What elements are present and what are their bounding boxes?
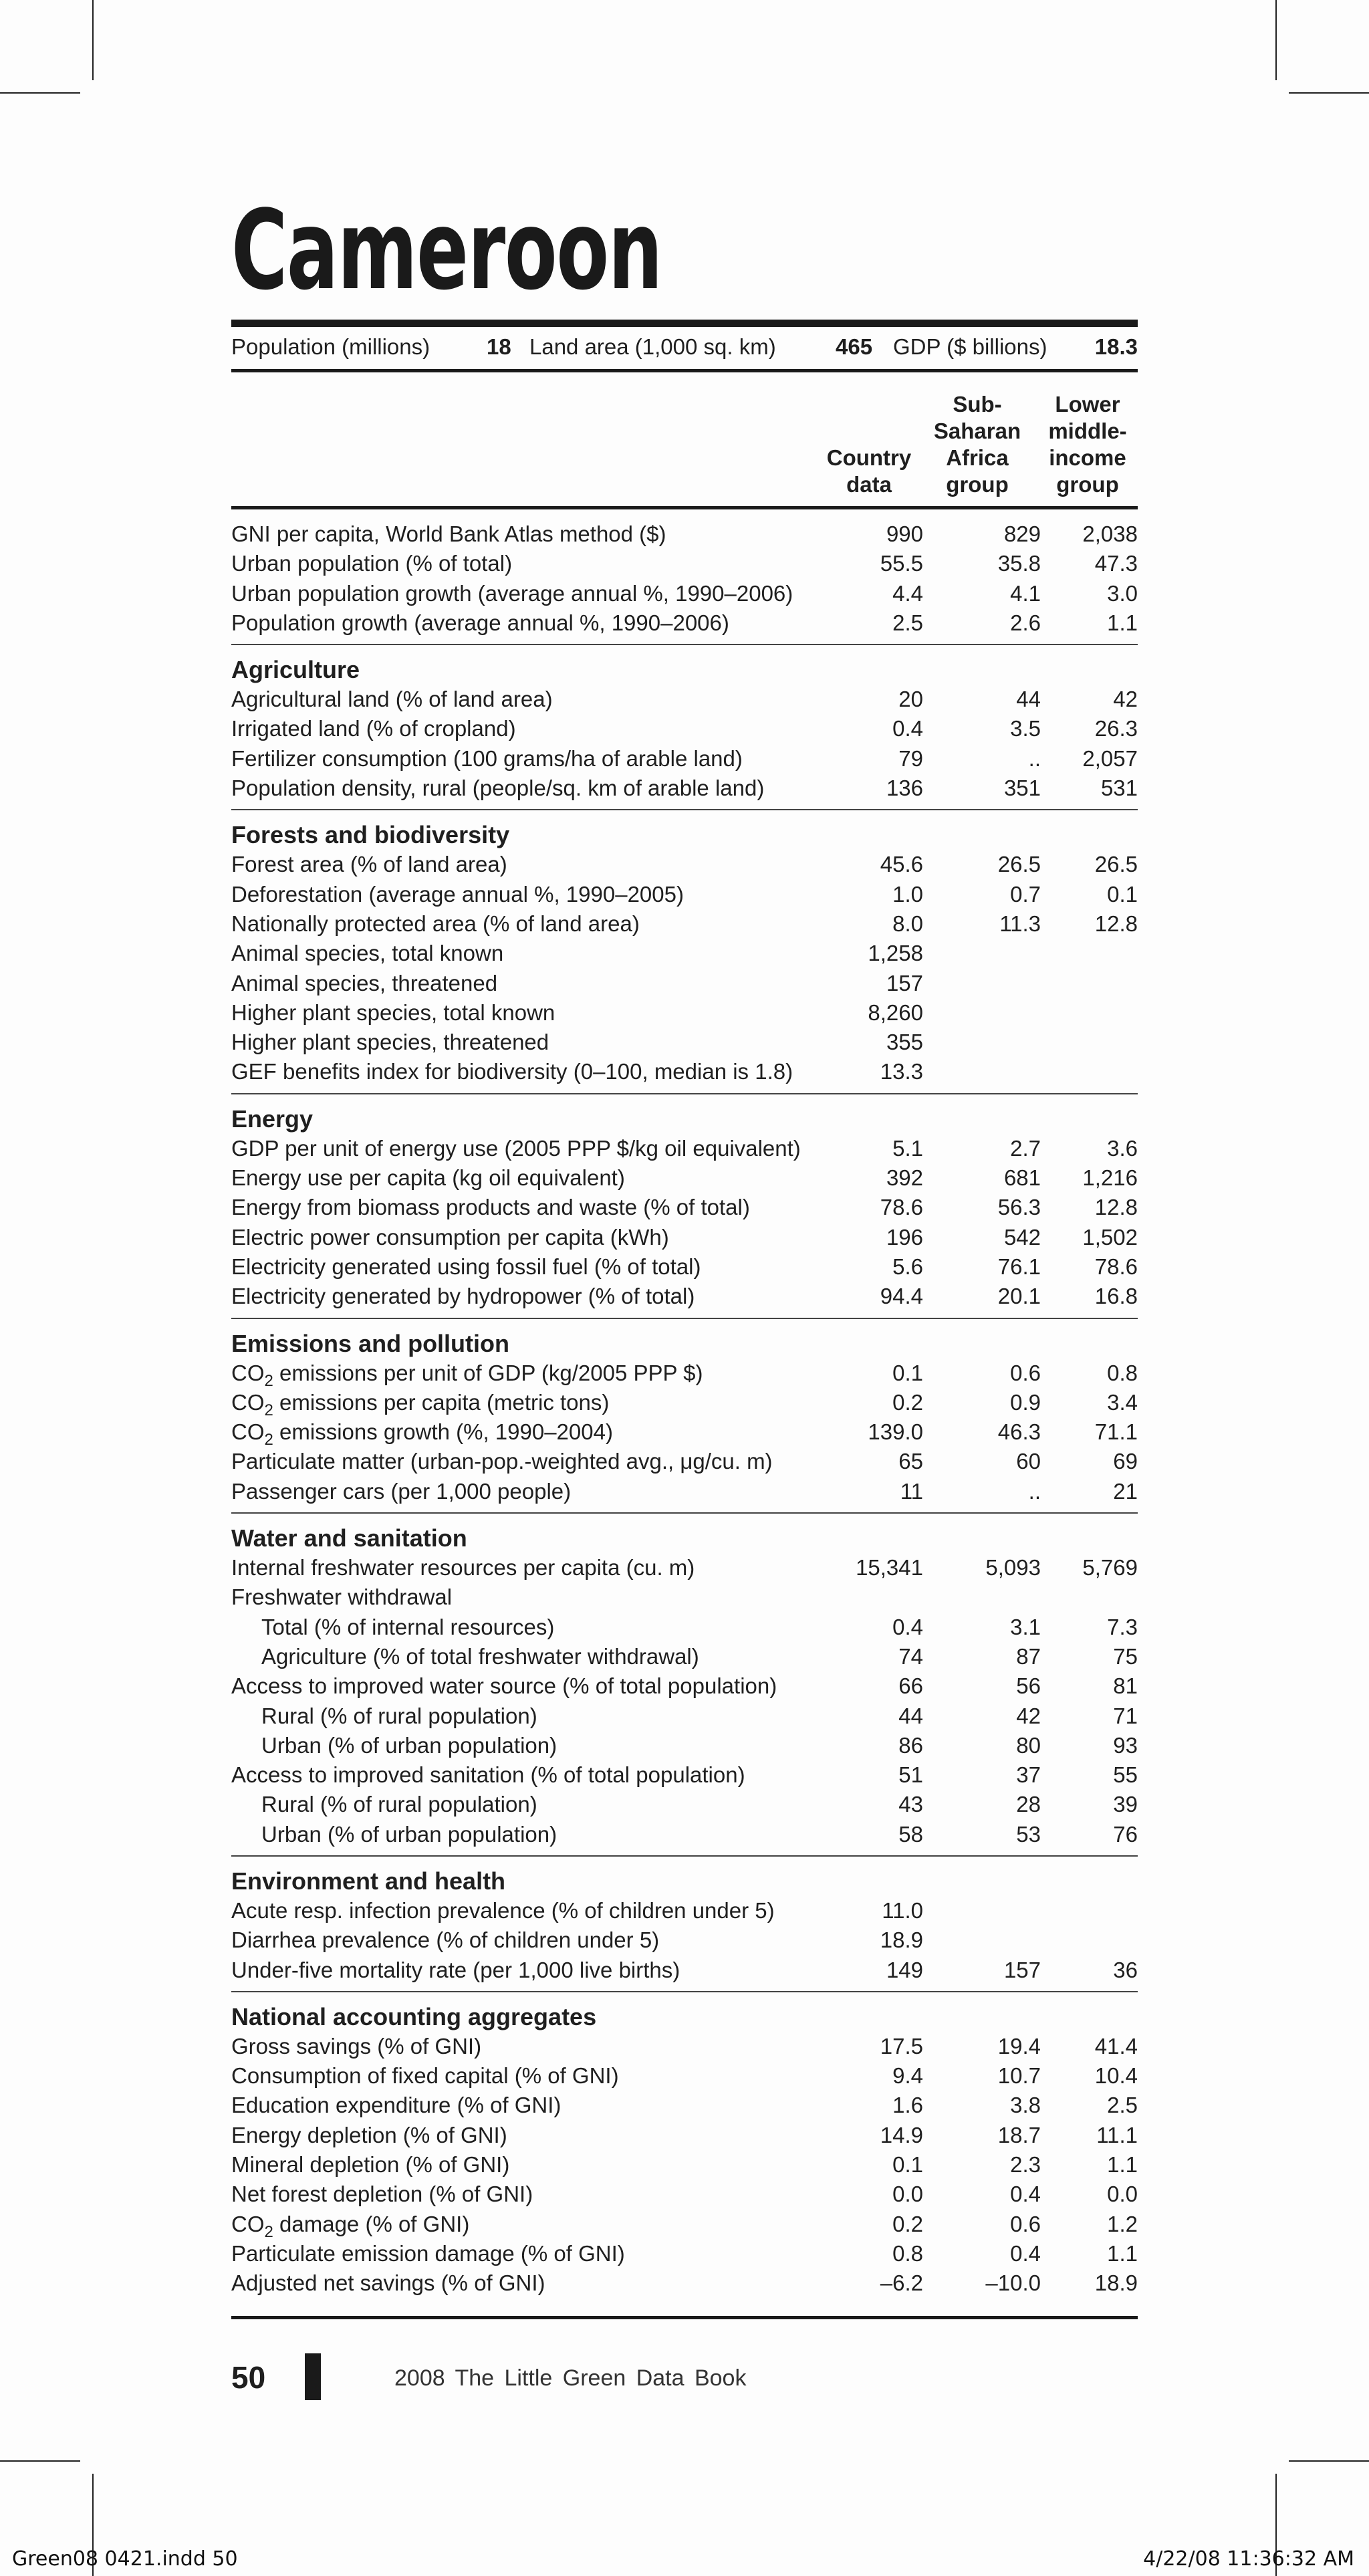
table-row [231,549,1138,578]
table-section [231,519,1138,638]
ssa-value: 20.1 [997,1284,1041,1309]
table-row [231,1760,1138,1790]
ssa-value: 0.6 [1010,1360,1041,1385]
table-row [231,2210,1138,2239]
ssa-value: 4.1 [1010,580,1041,606]
ssa-value: 5,093 [985,1555,1041,1580]
table-row [231,579,1138,608]
country-value: 0.1 [892,2152,923,2178]
country-value: 45.6 [880,852,923,877]
table-section [231,809,1138,1086]
country-value: 74 [898,1643,923,1669]
row-label: Passenger cars (per 1,000 people) [231,1478,572,1504]
row-label: Net forest depletion (% of GNI) [231,2182,533,2207]
country-value: 136 [886,776,923,801]
lmi-value: 78.6 [1094,1254,1138,1279]
section-title: Water and sanitation [231,1524,467,1552]
lmi-value: 18.9 [1094,2270,1138,2296]
table-row [231,2091,1138,2120]
country-value: –6.2 [880,2270,923,2296]
table-row [231,1193,1138,1222]
row-label: Particulate emission damage (% of GNI) [231,2240,625,2266]
row-label: GDP per unit of energy use (2005 PPP $/kg oil equivalent) [231,1135,801,1161]
lmi-value: 0.0 [1107,2182,1138,2207]
row-label: Diarrhea prevalence (% of children under 5) [231,1927,660,1953]
column-header-line: income [1049,445,1126,470]
divider [231,506,1138,509]
lmi-value: 69 [1113,1449,1138,1474]
ssa-value: 157 [1003,1957,1041,1982]
ssa-value: 3.8 [1010,2093,1041,2118]
lmi-value: 71.1 [1094,1419,1138,1445]
ssa-value: 2.7 [1010,1135,1041,1161]
ssa-value: 19.4 [997,2033,1041,2059]
column-header-line: middle- [1048,419,1127,443]
country-value: 139.0 [868,1419,923,1445]
section-title: National accounting aggregates [231,2002,597,2030]
row-label: Mineral depletion (% of GNI) [231,2152,510,2178]
table-row [231,1583,1138,1612]
row-label: Fertilizer consumption (100 grams/ha of arable land) [231,745,743,771]
ssa-value: 10.7 [997,2063,1041,2089]
divider [231,2316,1138,2319]
section-title: Forests and biodiversity [231,821,510,849]
lmi-value: 531 [1100,776,1138,801]
row-label: Deforestation (average annual %, 1990–2005) [231,881,684,907]
lmi-value: 1.2 [1107,2211,1138,2236]
lmi-value: 26.5 [1094,852,1138,877]
lmi-value: 10.4 [1094,2063,1138,2089]
country-value: 94.4 [880,1284,923,1309]
country-value: 58 [898,1821,923,1847]
country-value: 2.5 [892,610,923,635]
lmi-value: 1.1 [1107,2152,1138,2178]
table-row [231,1388,1138,1417]
ssa-value: 0.6 [1010,2211,1041,2236]
table-row [231,1702,1138,1731]
ssa-value: 0.9 [1010,1389,1041,1415]
ssa-value: 829 [1003,521,1041,546]
ssa-value: 681 [1003,1165,1041,1191]
row-label [231,1359,703,1391]
ssa-value: 44 [1016,687,1041,712]
row-label: Irrigated land (% of cropland) [231,716,516,741]
row-label: Rural (% of rural population) [261,1703,537,1728]
table-row [231,1163,1138,1193]
lmi-value: 42 [1113,687,1138,712]
ssa-value: 76.1 [997,1254,1041,1279]
table-row [231,1731,1138,1760]
lmi-value: 1,216 [1082,1165,1138,1191]
country-value: 14.9 [880,2122,923,2147]
row-label [231,1388,609,1420]
country-value: 0.2 [892,2211,923,2236]
country-value: 17.5 [880,2033,923,2059]
row-label: Nationally protected area (% of land area) [231,911,640,936]
country-value: 990 [886,521,923,546]
co2-subscript: 2 [264,1431,273,1449]
co2-subscript: 2 [264,1401,273,1419]
lmi-value: 93 [1113,1732,1138,1758]
column-header-line: group [946,472,1009,497]
row-label: GEF benefits index for biodiversity (0–100, median is 1.8) [231,1059,793,1084]
lmi-value: 3.6 [1107,1135,1138,1161]
column-header-country [812,445,926,498]
ssa-value: 542 [1003,1224,1041,1250]
ssa-value: 351 [1003,776,1041,801]
table-section [231,644,1138,803]
lmi-value: 12.8 [1094,911,1138,936]
co2-prefix: CO [231,1389,265,1415]
country-value: 149 [886,1957,923,1982]
table-row [231,1820,1138,1849]
row-label-text: emissions growth (%, 1990–2004) [279,1419,613,1445]
footer-bar [305,2353,321,2400]
table-row [231,1359,1138,1388]
lmi-value: 76 [1113,1821,1138,1847]
table-row [231,2061,1138,2091]
country-value: 44 [898,1703,923,1728]
slug-right: 4/22/08 11:36:32 AM [1143,2547,1354,2571]
lmi-value: 2,038 [1082,521,1138,546]
ssa-value: 0.7 [1010,881,1041,907]
table-row [231,1057,1138,1086]
country-value: 20 [898,687,923,712]
section-title: Environment and health [231,1867,506,1895]
table-row [231,1252,1138,1282]
row-label: Internal freshwater resources per capita (cu. m) [231,1555,695,1580]
country-value: 5.1 [892,1135,923,1161]
column-header-line: Saharan [933,419,1021,443]
ssa-value: 46.3 [997,1419,1041,1445]
ssa-value: 11.3 [999,911,1041,936]
lmi-value: 0.1 [1107,881,1138,907]
table-row [231,1613,1138,1642]
divider [231,369,1138,372]
row-label: Energy from biomass products and waste (% of total) [231,1195,750,1220]
row-label: Electricity generated by hydropower (% of total) [231,1284,695,1309]
table-row [231,2121,1138,2150]
country-value: 196 [886,1224,923,1250]
country-value: 392 [886,1165,923,1191]
page-number: 50 [231,2360,266,2395]
table-row [231,1477,1138,1506]
lmi-value: 1.1 [1107,610,1138,635]
crop-mark [1289,92,1369,94]
table-row [231,1417,1138,1447]
lmi-value: 1,502 [1082,1224,1138,1250]
country-value: 51 [898,1762,923,1788]
ssa-value: 2.3 [1010,2152,1041,2178]
column-header-ssa [920,391,1034,498]
country-value: 13.3 [880,1059,923,1084]
co2-prefix: CO [231,2211,265,2236]
lmi-value: 55 [1113,1762,1138,1788]
country-value: 1,258 [868,941,923,966]
table-row [231,1896,1138,1925]
country-value: 15,341 [856,1555,923,1580]
country-value: 86 [898,1732,923,1758]
table-row [231,774,1138,803]
indicator-table [231,519,1138,2299]
country-value: 1.6 [892,2093,923,2118]
crop-mark [92,0,94,80]
lmi-value: 36 [1113,1957,1138,1982]
lmi-value: 26.3 [1094,716,1138,741]
ssa-value: 26.5 [997,852,1041,877]
row-label: Acute resp. infection prevalence (% of children under 5) [231,1897,775,1923]
country-value: 65 [898,1449,923,1474]
table-row [231,519,1138,549]
lmi-value: 12.8 [1094,1195,1138,1220]
table-section [231,1318,1138,1506]
lmi-value: 0.8 [1107,1360,1138,1385]
page-footer [231,2357,1138,2404]
row-label: Higher plant species, threatened [231,1030,549,1055]
lmi-value: 5,769 [1082,1555,1138,1580]
table-row [231,1028,1138,1057]
lmi-value: 41.4 [1094,2033,1138,2059]
divider [231,320,1138,327]
section-title: Agriculture [231,656,360,684]
row-label: Freshwater withdrawal [231,1585,453,1610]
table-row [231,1553,1138,1583]
row-label [231,1417,613,1449]
row-label: Energy use per capita (kg oil equivalent) [231,1165,625,1191]
ssa-value: –10.0 [985,2270,1041,2296]
column-header-lmi [1031,391,1144,498]
row-label-text: emissions per capita (metric tons) [279,1389,610,1415]
country-value: 8.0 [892,911,923,936]
country-value: 66 [898,1673,923,1699]
country-value: 0.4 [892,716,923,741]
land-area-label: Land area (1,000 sq. km) [529,334,776,359]
row-label: Higher plant species, total known [231,1000,555,1025]
table-row [231,909,1138,939]
row-label-text: damage (% of GNI) [279,2211,470,2236]
country-value: 4.4 [892,580,923,606]
table-row [231,2150,1138,2180]
column-header-line: Lower [1055,392,1120,417]
row-label: Energy depletion (% of GNI) [231,2122,507,2147]
lmi-value: 1.1 [1107,2240,1138,2266]
lmi-value: 2,057 [1082,745,1138,771]
co2-subscript: 2 [264,1371,273,1390]
row-label: Rural (% of rural population) [261,1792,537,1817]
column-header-line: group [1056,472,1119,497]
lmi-value: 16.8 [1094,1284,1138,1309]
slug-left: Green08 0421.indd 50 [12,2547,238,2571]
land-area-value: 465 [836,334,873,359]
lmi-value: 39 [1113,1792,1138,1817]
crop-mark [0,92,80,94]
population-value: 18 [487,334,511,359]
ssa-value: 3.5 [1010,716,1041,741]
population-label: Population (millions) [231,334,430,359]
ssa-value: 56 [1016,1673,1041,1699]
country-value: 43 [898,1792,923,1817]
co2-prefix: CO [231,1360,265,1385]
ssa-value: 42 [1016,1703,1041,1728]
table-row [231,1282,1138,1311]
row-label: Consumption of fixed capital (% of GNI) [231,2063,619,2089]
country-value: 78.6 [880,1195,923,1220]
lmi-value: 2.5 [1107,2093,1138,2118]
table-row [231,880,1138,909]
country-value: 0.0 [892,2182,923,2207]
lmi-value: 7.3 [1107,1614,1138,1639]
country-value: 18.9 [880,1927,923,1953]
table-row [231,998,1138,1028]
lmi-value: 71 [1113,1703,1138,1728]
country-value: 5.6 [892,1254,923,1279]
table-row [231,1790,1138,1819]
crop-mark [1289,2460,1369,2462]
country-value: 157 [886,970,923,996]
table-row [231,744,1138,774]
country-value: 79 [898,745,923,771]
row-label: Gross savings (% of GNI) [231,2033,482,2059]
ssa-value: 53 [1016,1821,1041,1847]
row-label: Adjusted net savings (% of GNI) [231,2270,545,2296]
country-value: 55.5 [880,551,923,576]
column-header-line: Country [826,445,912,470]
section-title: Emissions and pollution [231,1329,510,1357]
co2-prefix: CO [231,1419,265,1445]
table-row [231,1447,1138,1476]
gdp-label: GDP ($ billions) [893,334,1047,359]
row-label: Animal species, total known [231,941,504,966]
lmi-value: 81 [1113,1673,1138,1699]
table-row [231,2180,1138,2209]
country-value: 8,260 [868,1000,923,1025]
row-label: Electricity generated using fossil fuel (% of total) [231,1254,701,1279]
table-row [231,1925,1138,1955]
column-header-line: Africa [946,445,1009,470]
row-label [231,2210,469,2242]
table-row [231,1134,1138,1163]
ssa-value: 0.4 [1010,2240,1041,2266]
crop-mark [1275,0,1277,80]
gdp-value: 18.3 [1094,334,1138,359]
lmi-value: 11.1 [1096,2122,1138,2147]
table-section [231,1991,1138,2299]
table-section [231,1093,1138,1312]
row-label-text: emissions per unit of GDP (kg/2005 PPP $) [279,1360,703,1385]
ssa-value: 3.1 [1010,1614,1041,1639]
table-row [231,939,1138,968]
column-header-line: Sub- [953,392,1002,417]
summary-bar [231,334,1138,364]
section-title: Energy [231,1104,314,1133]
table-row [231,2239,1138,2268]
table-row [231,1642,1138,1671]
lmi-value: 47.3 [1094,551,1138,576]
row-label: Total (% of internal resources) [261,1614,555,1639]
row-label: Urban (% of urban population) [261,1821,557,1847]
lmi-value: 3.4 [1107,1389,1138,1415]
ssa-value: 80 [1016,1732,1041,1758]
country-value: 9.4 [892,2063,923,2089]
ssa-value: 87 [1016,1643,1041,1669]
ssa-value: 56.3 [997,1195,1041,1220]
lmi-value: 75 [1113,1643,1138,1669]
lmi-value: 21 [1113,1478,1138,1504]
ssa-value: 0.4 [1010,2182,1041,2207]
ssa-value: 60 [1016,1449,1041,1474]
country-value: 1.0 [892,881,923,907]
country-value: 0.4 [892,1614,923,1639]
row-label: Agriculture (% of total freshwater withdrawal) [261,1643,699,1669]
co2-subscript: 2 [264,2222,273,2241]
row-label: Education expenditure (% of GNI) [231,2093,562,2118]
row-label: Electric power consumption per capita (kWh) [231,1224,669,1250]
country-value: 11.0 [882,1897,923,1923]
footer-text: 2008 The Little Green Data Book [394,2365,747,2391]
row-label: Animal species, threatened [231,970,498,996]
country-value: 0.1 [892,1360,923,1385]
column-header-line: data [846,472,892,497]
table-row [231,608,1138,638]
page-title: Cameroon [231,187,662,314]
row-label: Access to improved sanitation (% of total population) [231,1762,745,1788]
ssa-value: .. [1028,1478,1041,1504]
table-row [231,1671,1138,1701]
country-value: 355 [886,1030,923,1055]
ssa-value: 37 [1016,1762,1041,1788]
row-label: Urban population growth (average annual %, 1990–2006) [231,580,793,606]
ssa-value: 35.8 [997,551,1041,576]
crop-mark [0,2460,80,2462]
row-label: Urban (% of urban population) [261,1732,557,1758]
ssa-value: 28 [1016,1792,1041,1817]
row-label: Population growth (average annual %, 1990–2006) [231,610,729,635]
table-row [231,850,1138,879]
table-row [231,2032,1138,2061]
table-row [231,2268,1138,2298]
table-section [231,1855,1138,1985]
ssa-value: 2.6 [1010,610,1041,635]
table-row [231,1956,1138,1985]
table-row [231,1223,1138,1252]
row-label: Particulate matter (urban-pop.-weighted avg., μg/cu. m) [231,1449,773,1474]
row-label: Population density, rural (people/sq. km of arable land) [231,776,765,801]
table-row [231,969,1138,998]
row-label: Agricultural land (% of land area) [231,687,553,712]
row-label: GNI per capita, World Bank Atlas method ($) [231,521,666,546]
table-section [231,1512,1138,1849]
row-label: Under-five mortality rate (per 1,000 live births) [231,1957,680,1982]
lmi-value: 3.0 [1107,580,1138,606]
row-label: Urban population (% of total) [231,551,513,576]
row-label: Forest area (% of land area) [231,852,507,877]
table-row [231,714,1138,743]
table-row [231,685,1138,714]
ssa-value: .. [1028,745,1041,771]
country-value: 0.2 [892,1389,923,1415]
row-label: Access to improved water source (% of total population) [231,1673,777,1699]
country-value: 0.8 [892,2240,923,2266]
ssa-value: 18.7 [997,2122,1041,2147]
country-value: 11 [900,1478,923,1504]
